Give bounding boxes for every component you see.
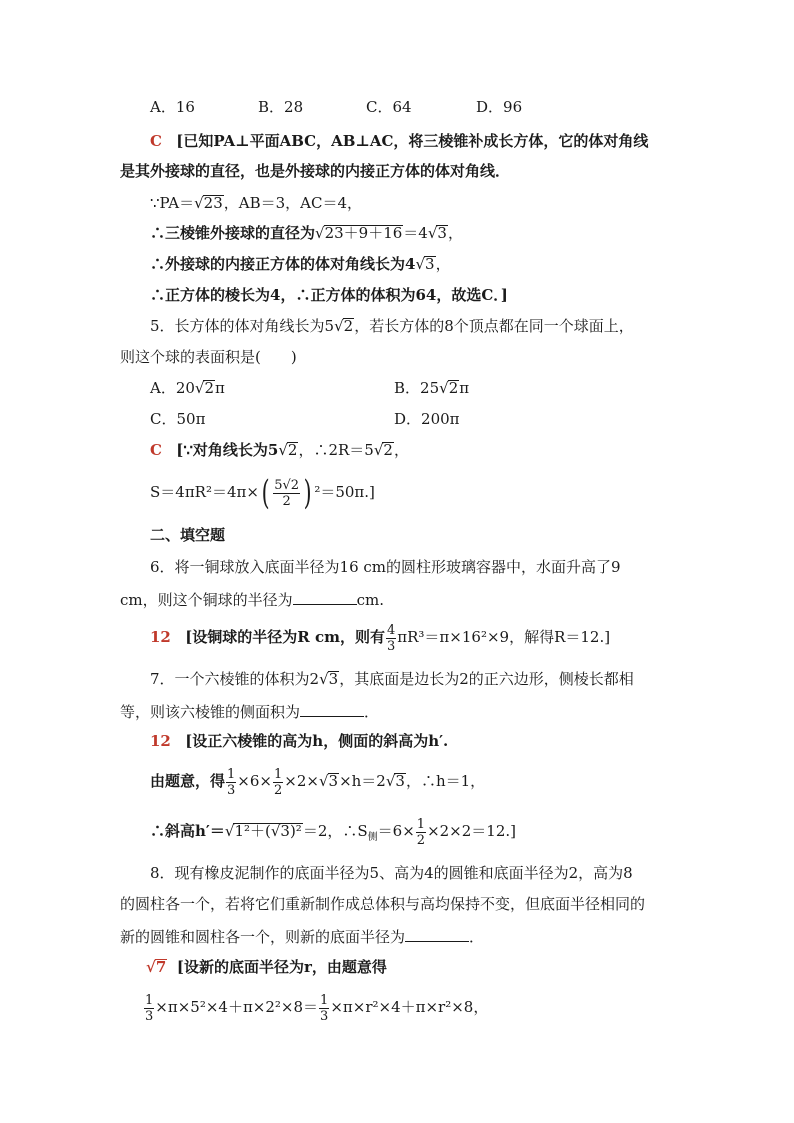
answer-4: C (150, 132, 162, 150)
fraction: $\frac{4}{3}$ (386, 622, 396, 654)
question-8-line-1: 8．现有橡皮泥制作的底面半径为5、高为4的圆锥和底面半径为2，高为8 (150, 864, 633, 882)
solution-4-line-4: ∴三棱锥外接球的直径为√23＋9＋16＝4√3， (150, 224, 463, 242)
fraction: $\frac{1}{3}$ (227, 766, 236, 798)
solution-4-line-5: ∴外接球的内接正方体的体对角线长为4√3， (150, 255, 451, 273)
solution-7-line-1: 12 [设正六棱锥的高为h，侧面的斜高为h′. (150, 732, 449, 750)
question-8-line-2: 的圆柱各一个，若将它们重新制作成总体积与高均保持不变，但底面半径相同的 (120, 895, 646, 913)
answer-7: 12 (150, 732, 171, 750)
question-5-line-2: 则这个球的表面积是( ) (120, 348, 297, 366)
answer-5: C (150, 441, 162, 459)
section-heading: 二、填空题 (150, 526, 226, 544)
solution-4-line-2: 是其外接球的直径，也是外接球的内接正方体的体对角线． (120, 162, 511, 180)
question-7-line-2: 等，则该六棱锥的侧面积为 ． (120, 700, 379, 722)
fraction: $\frac{1}{2}$ (273, 766, 283, 798)
solution-4-line-3: ∵PA＝√23，AB＝3，AC＝4， (150, 194, 363, 212)
solution-4-line-6: ∴正方体的棱长为4，∴正方体的体积为64，故选C．] (150, 286, 508, 304)
question-5-line-1: 5．长方体的体对角线长为5√2，若长方体的8个顶点都在同一个球面上， (150, 317, 634, 335)
q4-option-b: B．28 (258, 98, 304, 116)
solution-7-line-3: ∴斜高h′＝√1²＋(√3)²＝2，$\therefore S_侧=6\times$ $\frac{1}{2}$ ×2×2＝12.] (150, 816, 516, 848)
answer-blank (300, 700, 364, 717)
q5-option-d: D．200π (394, 410, 460, 428)
solution-5-line-2: S＝4πR²＝4π×( $\frac{5√2}{2}$ ) ²＝50π.] (150, 473, 375, 513)
solution-8-line-1: √7 [设新的底面半径为r，由题意得 (146, 958, 387, 976)
question-6-line-2: cm，则这个铜球的半径为 cm. (120, 588, 384, 610)
answer-6: 12 (150, 628, 171, 646)
fraction: $\frac{5√2}{2}$ (274, 477, 300, 509)
q5-option-a: A．20√2π (150, 379, 225, 397)
solution-7-line-2: 由题意，得 $\frac{1}{3}$ ×6× $\frac{1}{2}$ ×2×√3×h＝2√3，∴h＝1， (150, 766, 486, 798)
question-6-line-1: 6．将一铜球放入底面半径为16 cm的圆柱形玻璃容器中，水面升高了9 (150, 558, 621, 576)
q4-option-c: C．64 (366, 98, 412, 116)
answer-8: √7 (146, 958, 167, 976)
fraction: $\frac{1}{3}$ (145, 992, 154, 1024)
answer-blank (405, 925, 469, 942)
solution-8-line-2: $\frac{1}{3}$ ×π×5²×4＋π×2²×8＝ $\frac{1}{3}$ ×π×r²×4＋π×r²×8， (145, 992, 489, 1024)
answer-blank (293, 588, 357, 605)
solution-5-line-1: C [∵对角线长为5√2，∴2R＝5√2， (150, 441, 409, 459)
fraction: $\frac{1}{3}$ (320, 992, 329, 1024)
q5-option-c: C．50π (150, 410, 206, 428)
q4-option-d: D．96 (476, 98, 523, 116)
q4-option-a: A．16 (150, 98, 195, 116)
q5-option-b: B．25√2π (394, 379, 470, 397)
fraction: $\frac{1}{2}$ (416, 816, 426, 848)
question-7-line-1: 7．一个六棱锥的体积为2√3，其底面是边长为2的正六边形，侧棱长都相 (150, 670, 634, 688)
question-8-line-3: 新的圆锥和圆柱各一个，则新的底面半径为 ． (120, 925, 484, 947)
solution-6: 12 [设铜球的半径为R cm，则有 $\frac{4}{3}$ πR³＝π×16²×9，解得R＝12.] (150, 622, 611, 654)
solution-4-line-1: C [已知PA⊥平面ABC，AB⊥AC，将三棱锥补成长方体，它的体对角线 (150, 132, 649, 150)
